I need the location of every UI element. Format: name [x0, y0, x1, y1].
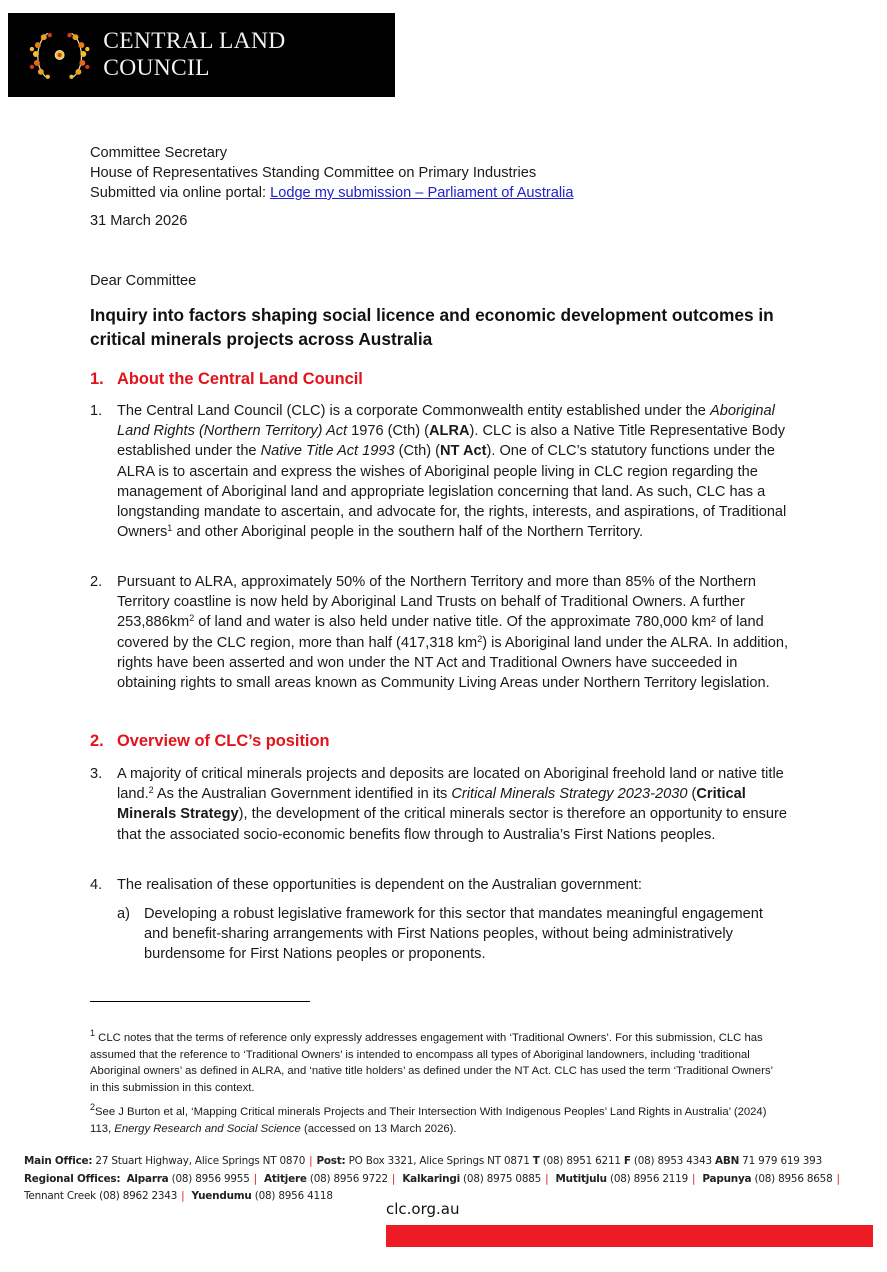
paragraph-3 — [90, 764, 790, 845]
footer-regional-offices-cont: Tennant Creek (08) 8962 2343 | Yuendumu (08) 8956 4118 — [24, 1190, 333, 1202]
footnote-separator — [90, 1001, 310, 1002]
footnote-ref-1[interactable]: 1 — [167, 523, 173, 534]
footer-regional-offices: Regional Offices: Alparra (08) 8956 9955 | Atitjere (08) 8956 9722 | Kalkaringi (08) 8975 0885 | Mutitjulu (08) 8956 2119 | Papunya (08) 8956 8658 | — [24, 1173, 840, 1185]
submission-line — [90, 183, 573, 203]
salutation: Dear Committee — [90, 273, 197, 289]
section-title: About the Central Land Council — [117, 370, 363, 388]
inquiry-title: Inquiry into factors shaping social licence and economic development outcomes in critical minerals projects across Australia — [90, 305, 774, 349]
subparagraph-letter: a) — [117, 906, 130, 922]
paragraph-1 — [90, 401, 790, 542]
paragraph-text: The Central Land Council (CLC) is a corporate Commonwealth entity established under the Aboriginal Land Rights (Northern Territory) Act 1976 (Cth) (ALRA). CLC is also a Native Title Representative Body established under the Native Title Act 1993 (Cth) (NT Act). One of CLC’s statutory functions under the ALRA is to ascertain and express the wishes of Aboriginal people living in CLC region regarding the management of Aboriginal land and appropriate legislation concerning that land. As such, CLC has a longstanding mandate to ascertain, and advocate for, the rights, interests, and aspirations, of Traditional Owners$^1$ and other Aboriginal people in the southern half of the Northern Territory. — [117, 403, 787, 541]
footnote-number: 1 — [90, 1028, 96, 1038]
paragraph-number: 1. — [90, 403, 103, 419]
footnote-2: $^2$See J Burton et al, ‘Mapping Critical minerals Projects and Their Intersection With Indigenous Peoples’ Land Rights in Australia’ (2024) 113, Energy Research and Social Science (accessed on 13 March 2026). — [90, 1102, 767, 1135]
subparagraph-text: Developing a robust legislative framework for this sector that mandates meaningful engagement and benefit-sharing arrangements with First Nations peoples, without being administratively burdensome for First Nations peoples or proponents. — [144, 906, 763, 963]
paragraph-number: 3. — [90, 766, 103, 782]
footnote-1: $^1$ CLC notes that the terms of reference only expressly addresses engagement with ‘Traditional Owners’. For this submission, CLC has assumed that the reference to ‘Traditional Owners’ is intended to encompass all types of Aboriginal landowners, including ‘traditional Aboriginal owners’ as defined in ALRA, and ‘native title holders’ as defined under the NT Act. CLC has used the term ‘Traditional Owners’ in this submission in this context. — [90, 1028, 773, 1094]
clc-logo — [8, 13, 395, 97]
paragraph-text: The realisation of these opportunities is dependent on the Australian government: — [117, 877, 642, 893]
website-link[interactable]: clc.org.au — [386, 1200, 460, 1218]
logo-wordmark: CENTRAL LAND COUNCIL — [103, 28, 286, 81]
subparagraph-4a — [117, 904, 777, 965]
footnote-ref-2[interactable]: 2 — [148, 785, 154, 796]
paragraph-number: 2. — [90, 574, 103, 590]
paragraph-2 — [90, 572, 790, 693]
clc-emblem-icon — [26, 27, 93, 83]
recipient-committee: House of Representatives Standing Committee on Primary Industries — [90, 165, 537, 181]
paragraph-number: 4. — [90, 877, 103, 893]
section-number: 1. — [90, 370, 104, 388]
submission-prefix: Submitted via online portal: — [90, 185, 271, 201]
section-heading-about — [90, 370, 363, 389]
section-heading-overview — [90, 732, 330, 751]
paragraph-text: Pursuant to ALRA, approximately 50% of the Northern Territory and more than 85% of the Northern Territory coastline is now held by Aboriginal Land Trusts on behalf of Traditional Owners. A further $253,886km^2$ of land and water is also held under native title. Of the approximate 780,000 km² of land covered by the CLC region, more than half (417,318 $km^2$) is Aboriginal land under the ALRA. In addition, rights have been asserted and won under the NT Act and Traditional Owners have succeeded in obtaining rights to small areas known as Community Living Areas under Northern Territory legislation. — [117, 574, 789, 692]
footnote-number: 2 — [90, 1102, 96, 1112]
recipient-name: Committee Secretary — [90, 145, 228, 161]
letter-date: 31 March 2026 — [90, 213, 188, 229]
paragraph-text: A majority of critical minerals projects and deposits are located on Aboriginal freehold land or native title land.$^2$ As the Australian Government identified in its Critical Minerals Strategy 2023-2030 (Critical Minerals Strategy), the development of the critical minerals sector is therefore an opportunity to ensure that the associated socio-economic benefits flow through to Australia’s First Nations peoples. — [117, 766, 788, 843]
paragraph-4 — [90, 875, 790, 895]
footer-accent-bar — [386, 1225, 873, 1247]
section-title: Overview of CLC’s position — [117, 732, 330, 750]
section-number: 2. — [90, 732, 104, 750]
submission-portal-link[interactable]: Lodge my submission – Parliament of Australia — [270, 185, 574, 201]
footer-main-office: Main Office: 27 Stuart Highway, Alice Springs NT 0870 | Post: PO Box 3321, Alice Springs NT 0871 T (08) 8951 6211 F (08) 8953 4343 ABN 71 979 619 393 — [24, 1155, 823, 1167]
